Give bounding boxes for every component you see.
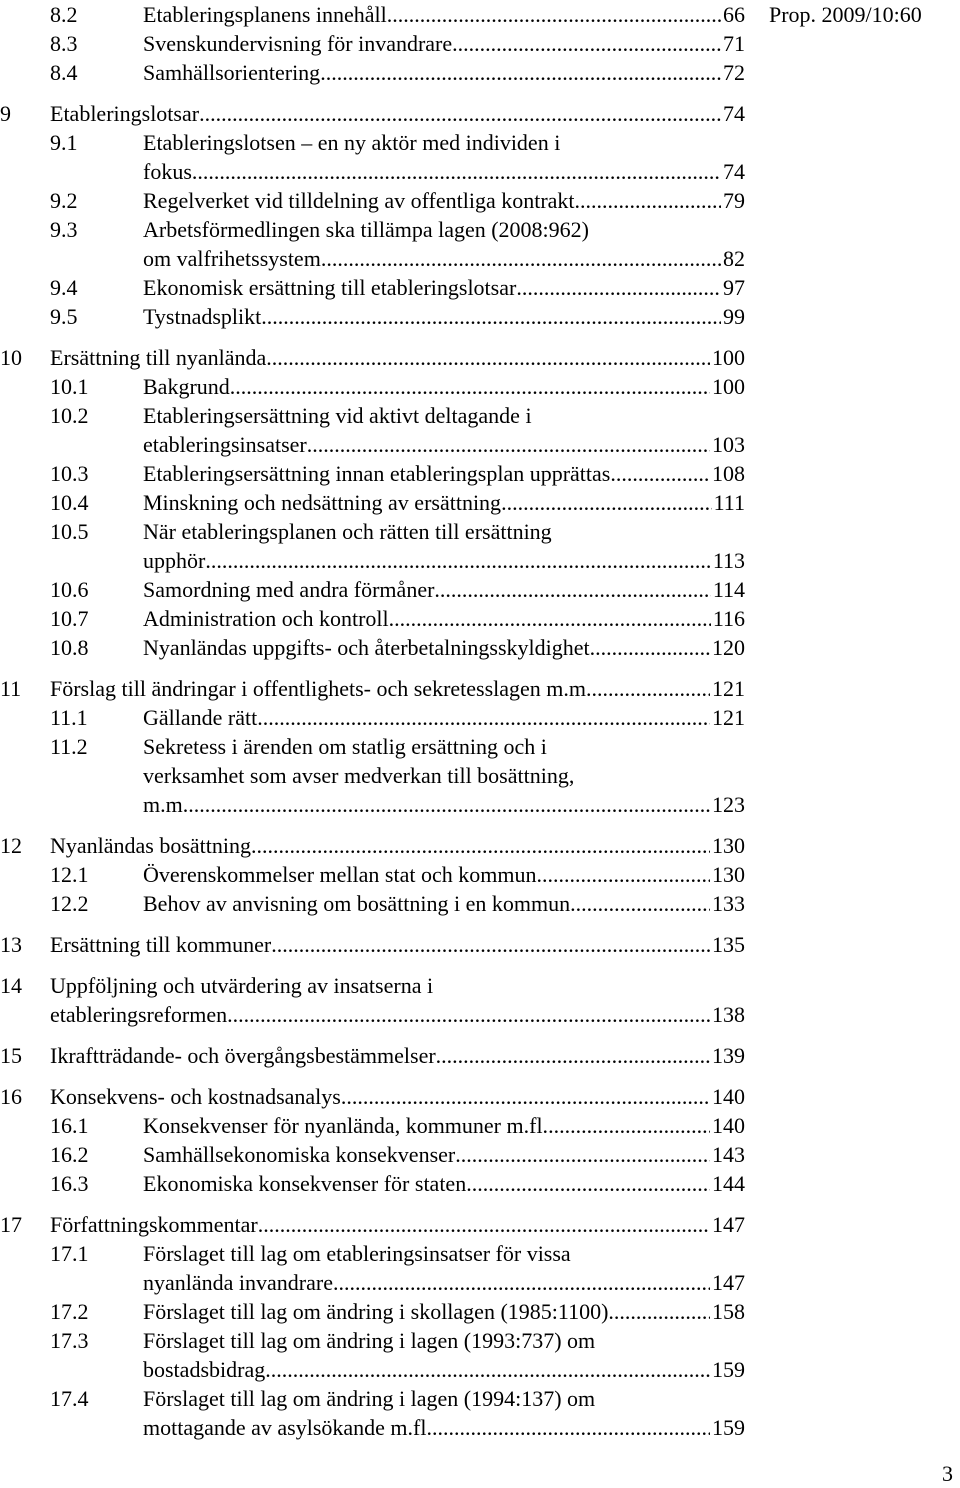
toc-entry-text: Etableringsersättning vid aktivt deltagande i — [143, 403, 532, 428]
toc-entry-title — [50, 674, 745, 703]
toc-page-number: 99 — [723, 304, 745, 329]
toc-page-number: 159 — [712, 1415, 745, 1440]
toc-entry-title — [143, 1140, 745, 1169]
dot-leader — [205, 546, 710, 575]
toc-entry-number: 10 — [0, 345, 22, 370]
toc-page-number: 140 — [712, 1113, 745, 1138]
toc-entry-title — [143, 1111, 745, 1140]
toc-section-entry — [0, 58, 745, 87]
toc-entry-line — [143, 302, 745, 331]
toc-entry-text: Etableringslotsen – en ny aktör med individen i — [143, 130, 561, 155]
toc-entry-title — [50, 930, 745, 959]
toc-entry-title — [143, 575, 745, 604]
toc-entry-line — [143, 157, 745, 186]
toc-chapter-entry — [0, 674, 745, 703]
toc-page-number: 133 — [712, 891, 745, 916]
toc-page-number: 74 — [723, 101, 745, 126]
toc-entry-title — [50, 343, 745, 372]
dot-leader — [251, 831, 710, 860]
dot-leader — [548, 1111, 710, 1140]
toc-page-number: 66 — [723, 2, 745, 27]
page-number: 3 — [942, 1461, 953, 1486]
toc-entry-number: 11 — [0, 676, 22, 701]
toc-entry-title — [143, 459, 745, 488]
toc-entry-number: 9 — [0, 101, 11, 126]
toc-entry-line — [143, 488, 745, 517]
toc-entry-text: Behov av anvisning om bosättning i en kommun — [143, 891, 571, 916]
toc-entry-line — [143, 1169, 745, 1198]
toc-entry-number: 17 — [0, 1212, 22, 1237]
toc-entry-text: Gällande rätt — [143, 705, 258, 730]
toc-entry-line — [143, 1111, 745, 1140]
toc-entry-title — [143, 1326, 745, 1384]
toc-entry-line — [143, 128, 745, 157]
toc-entry-number: 9.1 — [50, 130, 78, 155]
toc-chapter-entry — [0, 930, 745, 959]
toc-page-number: 108 — [712, 461, 745, 486]
toc-entry-title — [143, 1169, 745, 1198]
dot-leader — [608, 1297, 710, 1326]
toc-entry-text: Etableringsplanens innehåll — [143, 2, 387, 27]
toc-entry-line — [143, 860, 745, 889]
toc-entry-title — [50, 1210, 745, 1239]
toc-section-entry — [0, 860, 745, 889]
toc-page-number: 103 — [712, 432, 745, 457]
toc-chapter-entry — [0, 343, 745, 372]
toc-page-number: 130 — [712, 833, 745, 858]
dot-leader — [610, 459, 710, 488]
toc-entry-title — [50, 971, 745, 1029]
toc-section-entry — [0, 1111, 745, 1140]
toc-entry-line — [143, 790, 745, 819]
toc-page-number: 113 — [712, 548, 745, 573]
toc-page-number: 72 — [723, 60, 745, 85]
toc-entry-number: 17.3 — [50, 1328, 89, 1353]
toc-page-number: 82 — [723, 246, 745, 271]
dot-leader — [501, 488, 712, 517]
toc-section-entry — [0, 1140, 745, 1169]
toc-entry-line — [50, 99, 745, 128]
toc-chapter-entry — [0, 1210, 745, 1239]
toc-entry-line — [143, 401, 745, 430]
toc-entry-line — [50, 930, 745, 959]
toc-entry-text: När etableringsplanen och rätten till ersättning — [143, 519, 552, 544]
toc-entry-number: 10.7 — [50, 606, 89, 631]
toc-entry-title — [50, 1082, 745, 1111]
toc-entry-title — [143, 1384, 745, 1442]
toc-entry-number: 11.2 — [50, 734, 88, 759]
toc-entry-title — [143, 372, 745, 401]
toc-section-entry — [0, 372, 745, 401]
toc-entry-text: Konsekvenser för nyanlända, kommuner m.fl. — [143, 1113, 549, 1138]
toc-section-entry — [0, 0, 745, 29]
toc-entry-number: 13 — [0, 932, 22, 957]
toc-section-entry — [0, 1326, 745, 1384]
toc-entry-text: Administration och kontroll — [143, 606, 389, 631]
toc-entry-line — [50, 1041, 745, 1070]
toc-entry-title — [143, 732, 745, 819]
toc-entry-text: Ikraftträdande- och övergångsbestämmelser — [50, 1043, 436, 1068]
toc-entry-text: bostadsbidrag — [143, 1357, 266, 1382]
toc-entry-line — [143, 1239, 745, 1268]
toc-entry-text: Ersättning till kommuner — [50, 932, 272, 957]
toc-page-number: 143 — [712, 1142, 745, 1167]
toc-section-entry — [0, 1169, 745, 1198]
toc-entry-text: Regelverket vid tilldelning av offentliga kontrakt — [143, 188, 575, 213]
toc-entry-line — [143, 430, 745, 459]
toc-entry-number: 12.2 — [50, 891, 89, 916]
toc-entry-text: Överenskommelser mellan stat och kommun — [143, 862, 537, 887]
toc-entry-text: Ekonomiska konsekvenser för staten — [143, 1171, 467, 1196]
toc-section-entry — [0, 302, 745, 331]
toc-section-entry — [0, 575, 745, 604]
toc-entry-text: etableringsinsatser — [143, 432, 307, 457]
toc-entry-line — [143, 761, 745, 790]
toc-section-entry — [0, 488, 745, 517]
toc-page-number: 111 — [713, 490, 745, 515]
toc-entry-text: Svenskundervisning för invandrare — [143, 31, 453, 56]
toc-section-entry — [0, 633, 745, 662]
toc-entry-number: 15 — [0, 1043, 22, 1068]
toc-entry-number: 12.1 — [50, 862, 89, 887]
toc-entry-number: 10.5 — [50, 519, 89, 544]
toc-entry-text: etableringsreformen — [50, 1002, 228, 1027]
toc-entry-text: Sekretess i ärenden om statlig ersättning och i — [143, 734, 547, 759]
toc-page-number: 121 — [712, 705, 745, 730]
toc-entry-line — [143, 1140, 745, 1169]
toc-entry-line — [143, 546, 745, 575]
toc-entry-line — [50, 674, 745, 703]
toc-entry-text: mottagande av asylsökande m.fl. — [143, 1415, 432, 1440]
toc-page-number: 74 — [723, 159, 745, 184]
toc-entry-number: 11.1 — [50, 705, 88, 730]
toc-entry-title — [143, 0, 745, 29]
dot-leader — [570, 889, 710, 918]
toc-entry-text: Nyanländas uppgifts- och återbetalningsskyldighet — [143, 635, 590, 660]
toc-page-number: 100 — [712, 374, 745, 399]
dot-leader — [266, 343, 710, 372]
toc-page-number: 140 — [712, 1084, 745, 1109]
toc-entry-text: Ersättning till nyanlända — [50, 345, 267, 370]
toc-chapter-entry — [0, 831, 745, 860]
toc-entry-number: 10.2 — [50, 403, 89, 428]
dot-leader — [466, 1169, 710, 1198]
toc-entry-line — [50, 1000, 745, 1029]
toc-entry-title — [143, 58, 745, 87]
toc-entry-text: Förslaget till lag om ändring i lagen (1994:137) om — [143, 1386, 596, 1411]
dot-leader — [432, 1413, 710, 1442]
dot-leader — [575, 186, 721, 215]
dot-leader — [387, 0, 721, 29]
toc-entry-title — [143, 860, 745, 889]
toc-entry-title — [50, 831, 745, 860]
toc-entry-text: om valfrihetssystem — [143, 246, 321, 271]
toc-page-number: 135 — [712, 932, 745, 957]
toc-entry-number: 16.1 — [50, 1113, 89, 1138]
dot-leader — [307, 430, 710, 459]
toc-section-entry — [0, 732, 745, 819]
toc-entry-number: 9.5 — [50, 304, 78, 329]
toc-page-number: 159 — [712, 1357, 745, 1382]
toc-entry-number: 8.4 — [50, 60, 78, 85]
toc-entry-line — [50, 1082, 745, 1111]
toc-entry-title — [143, 1297, 745, 1326]
toc-entry-line — [143, 372, 745, 401]
toc-entry-text: Samhällsekonomiska konsekvenser — [143, 1142, 456, 1167]
toc-page-number: 147 — [712, 1212, 745, 1237]
toc-page-number: 130 — [712, 862, 745, 887]
toc-entry-number: 12 — [0, 833, 22, 858]
toc-entry-line — [143, 1355, 745, 1384]
toc-entry-title — [143, 889, 745, 918]
toc-section-entry — [0, 1297, 745, 1326]
toc-entry-title — [143, 517, 745, 575]
dot-leader — [516, 273, 721, 302]
toc-entry-text: Förslaget till lag om etableringsinsatser för vissa — [143, 1241, 571, 1266]
toc-entry-text: Konsekvens- och kostnadsanalys — [50, 1084, 341, 1109]
toc-entry-line — [143, 1326, 745, 1355]
toc-chapter-entry — [0, 971, 745, 1029]
toc-entry-line — [143, 58, 745, 87]
toc-entry-title — [143, 186, 745, 215]
toc-page-number: 138 — [712, 1002, 745, 1027]
toc-entry-number: 8.3 — [50, 31, 78, 56]
toc-entry-line — [143, 459, 745, 488]
toc-page-number: 121 — [712, 676, 745, 701]
toc-chapter-entry — [0, 99, 745, 128]
toc-entry-title — [143, 128, 745, 186]
toc-page-number: 123 — [712, 792, 745, 817]
toc-entry-title — [143, 488, 745, 517]
toc-entry-text: Förslag till ändringar i offentlighets- och sekretesslagen m.m. — [50, 676, 592, 701]
dot-leader — [320, 58, 721, 87]
toc-section-entry — [0, 703, 745, 732]
toc-page-number: 144 — [712, 1171, 745, 1196]
toc-section-entry — [0, 604, 745, 633]
toc-entry-line — [143, 604, 745, 633]
toc-entry-line — [143, 1297, 745, 1326]
toc-entry-text: Förslaget till lag om ändring i skollagen (1985:1100) — [143, 1299, 609, 1324]
toc-entry-title — [143, 29, 745, 58]
toc-page-number: 147 — [712, 1270, 745, 1295]
dot-leader — [452, 29, 721, 58]
toc-entry-line — [50, 343, 745, 372]
toc-page-number: 114 — [712, 577, 745, 602]
toc-entry-title — [143, 215, 745, 273]
toc-entry-title — [143, 273, 745, 302]
toc-entry-title — [143, 401, 745, 459]
toc-chapter-entry — [0, 1082, 745, 1111]
toc-entry-title — [143, 633, 745, 662]
toc-entry-text: Samhällsorientering — [143, 60, 321, 85]
toc-entry-text: Författningskommentar — [50, 1212, 258, 1237]
dot-leader — [455, 1140, 710, 1169]
proposition-reference: Prop. 2009/10:60 — [769, 2, 922, 27]
dot-leader — [333, 1268, 710, 1297]
dot-leader — [389, 604, 711, 633]
toc-page-number: 158 — [712, 1299, 745, 1324]
toc-entry-number: 10.4 — [50, 490, 89, 515]
toc-section-entry — [0, 459, 745, 488]
toc-entry-number: 9.4 — [50, 275, 78, 300]
toc-page-number: 100 — [712, 345, 745, 370]
toc-entry-text: Samordning med andra förmåner — [143, 577, 435, 602]
toc-entry-text: Uppföljning och utvärdering av insatserna i — [50, 973, 434, 998]
toc-entry-line — [50, 831, 745, 860]
toc-entry-number: 16.3 — [50, 1171, 89, 1196]
dot-leader — [592, 674, 710, 703]
toc-entry-number: 16.2 — [50, 1142, 89, 1167]
toc-entry-text: Minskning och nedsättning av ersättning — [143, 490, 502, 515]
toc-section-entry — [0, 401, 745, 459]
toc-entry-text: verksamhet som avser medverkan till bosättning, — [143, 763, 575, 788]
toc-section-entry — [0, 1384, 745, 1442]
toc-entry-title — [143, 302, 745, 331]
toc-section-entry — [0, 128, 745, 186]
toc-entry-number: 10.6 — [50, 577, 89, 602]
dot-leader — [261, 302, 721, 331]
toc-section-entry — [0, 889, 745, 918]
toc-entry-number: 10.8 — [50, 635, 89, 660]
toc-entry-line — [143, 1384, 745, 1413]
toc-page-number: 120 — [712, 635, 745, 660]
dot-leader — [536, 860, 710, 889]
toc-entry-text: Nyanländas bosättning — [50, 833, 252, 858]
toc-section-entry — [0, 1239, 745, 1297]
toc-entry-line — [143, 732, 745, 761]
toc-entry-number: 9.2 — [50, 188, 78, 213]
dot-leader — [192, 157, 721, 186]
toc-entry-title — [50, 99, 745, 128]
dot-leader — [257, 703, 710, 732]
toc-entry-title — [143, 604, 745, 633]
toc-entry-title — [50, 1041, 745, 1070]
dot-leader — [341, 1082, 710, 1111]
toc-page-number: 97 — [723, 275, 745, 300]
toc-entry-line — [50, 1210, 745, 1239]
toc-section-entry — [0, 215, 745, 273]
toc-section-entry — [0, 186, 745, 215]
toc-entry-line — [143, 575, 745, 604]
toc-entry-number: 8.2 — [50, 2, 78, 27]
toc-entry-number: 10.1 — [50, 374, 89, 399]
toc-entry-text: upphör — [143, 548, 206, 573]
dot-leader — [265, 1355, 710, 1384]
toc-entry-line — [143, 244, 745, 273]
toc-entry-text: Ekonomisk ersättning till etableringslotsar — [143, 275, 517, 300]
dot-leader — [590, 633, 710, 662]
toc-page-number: 71 — [723, 31, 745, 56]
toc-entry-line — [143, 215, 745, 244]
toc-entry-number: 14 — [0, 973, 22, 998]
dot-leader — [436, 1041, 710, 1070]
toc-entry-line — [143, 633, 745, 662]
dot-leader — [230, 372, 710, 401]
toc-entry-number: 16 — [0, 1084, 22, 1109]
toc-entry-text: Arbetsförmedlingen ska tillämpa lagen (2008:962) — [143, 217, 589, 242]
dot-leader — [434, 575, 710, 604]
toc-entry-number: 10.3 — [50, 461, 89, 486]
toc-section-entry — [0, 29, 745, 58]
dot-leader — [258, 1210, 710, 1239]
dot-leader — [227, 1000, 710, 1029]
toc-entry-number: 9.3 — [50, 217, 78, 242]
toc-page-number: 139 — [712, 1043, 745, 1068]
dot-leader — [271, 930, 710, 959]
toc-entry-number: 17.2 — [50, 1299, 89, 1324]
toc-entry-text: Förslaget till lag om ändring i lagen (1993:737) om — [143, 1328, 596, 1353]
toc-entry-title — [143, 703, 745, 732]
toc-entry-line — [143, 0, 745, 29]
toc-section-entry — [0, 517, 745, 575]
toc-entry-text: Etableringslotsar — [50, 101, 200, 126]
toc-entry-title — [143, 1239, 745, 1297]
toc-entry-line — [143, 29, 745, 58]
toc-entry-number: 17.1 — [50, 1241, 89, 1266]
toc-entry-line — [50, 971, 745, 1000]
toc-entry-text: fokus — [143, 159, 192, 184]
toc-entry-line — [143, 1413, 745, 1442]
toc-section-entry — [0, 273, 745, 302]
dot-leader — [188, 790, 710, 819]
toc-page-number: 116 — [712, 606, 745, 631]
toc-entry-line — [143, 889, 745, 918]
dot-leader — [321, 244, 721, 273]
toc-entry-line — [143, 703, 745, 732]
toc-entry-text: m.m. — [143, 792, 189, 817]
dot-leader — [199, 99, 721, 128]
toc-entry-text: Bakgrund — [143, 374, 230, 399]
toc-entry-number: 17.4 — [50, 1386, 89, 1411]
toc-entry-text: nyanlända invandrare — [143, 1270, 333, 1295]
toc-entry-text: Tystnadsplikt — [143, 304, 262, 329]
toc-page-number: 79 — [723, 188, 745, 213]
toc-entry-line — [143, 273, 745, 302]
toc-entry-text: Etableringsersättning innan etableringsplan upprättas — [143, 461, 611, 486]
toc-entry-line — [143, 1268, 745, 1297]
toc-chapter-entry — [0, 1041, 745, 1070]
toc-entry-line — [143, 517, 745, 546]
toc-entry-line — [143, 186, 745, 215]
